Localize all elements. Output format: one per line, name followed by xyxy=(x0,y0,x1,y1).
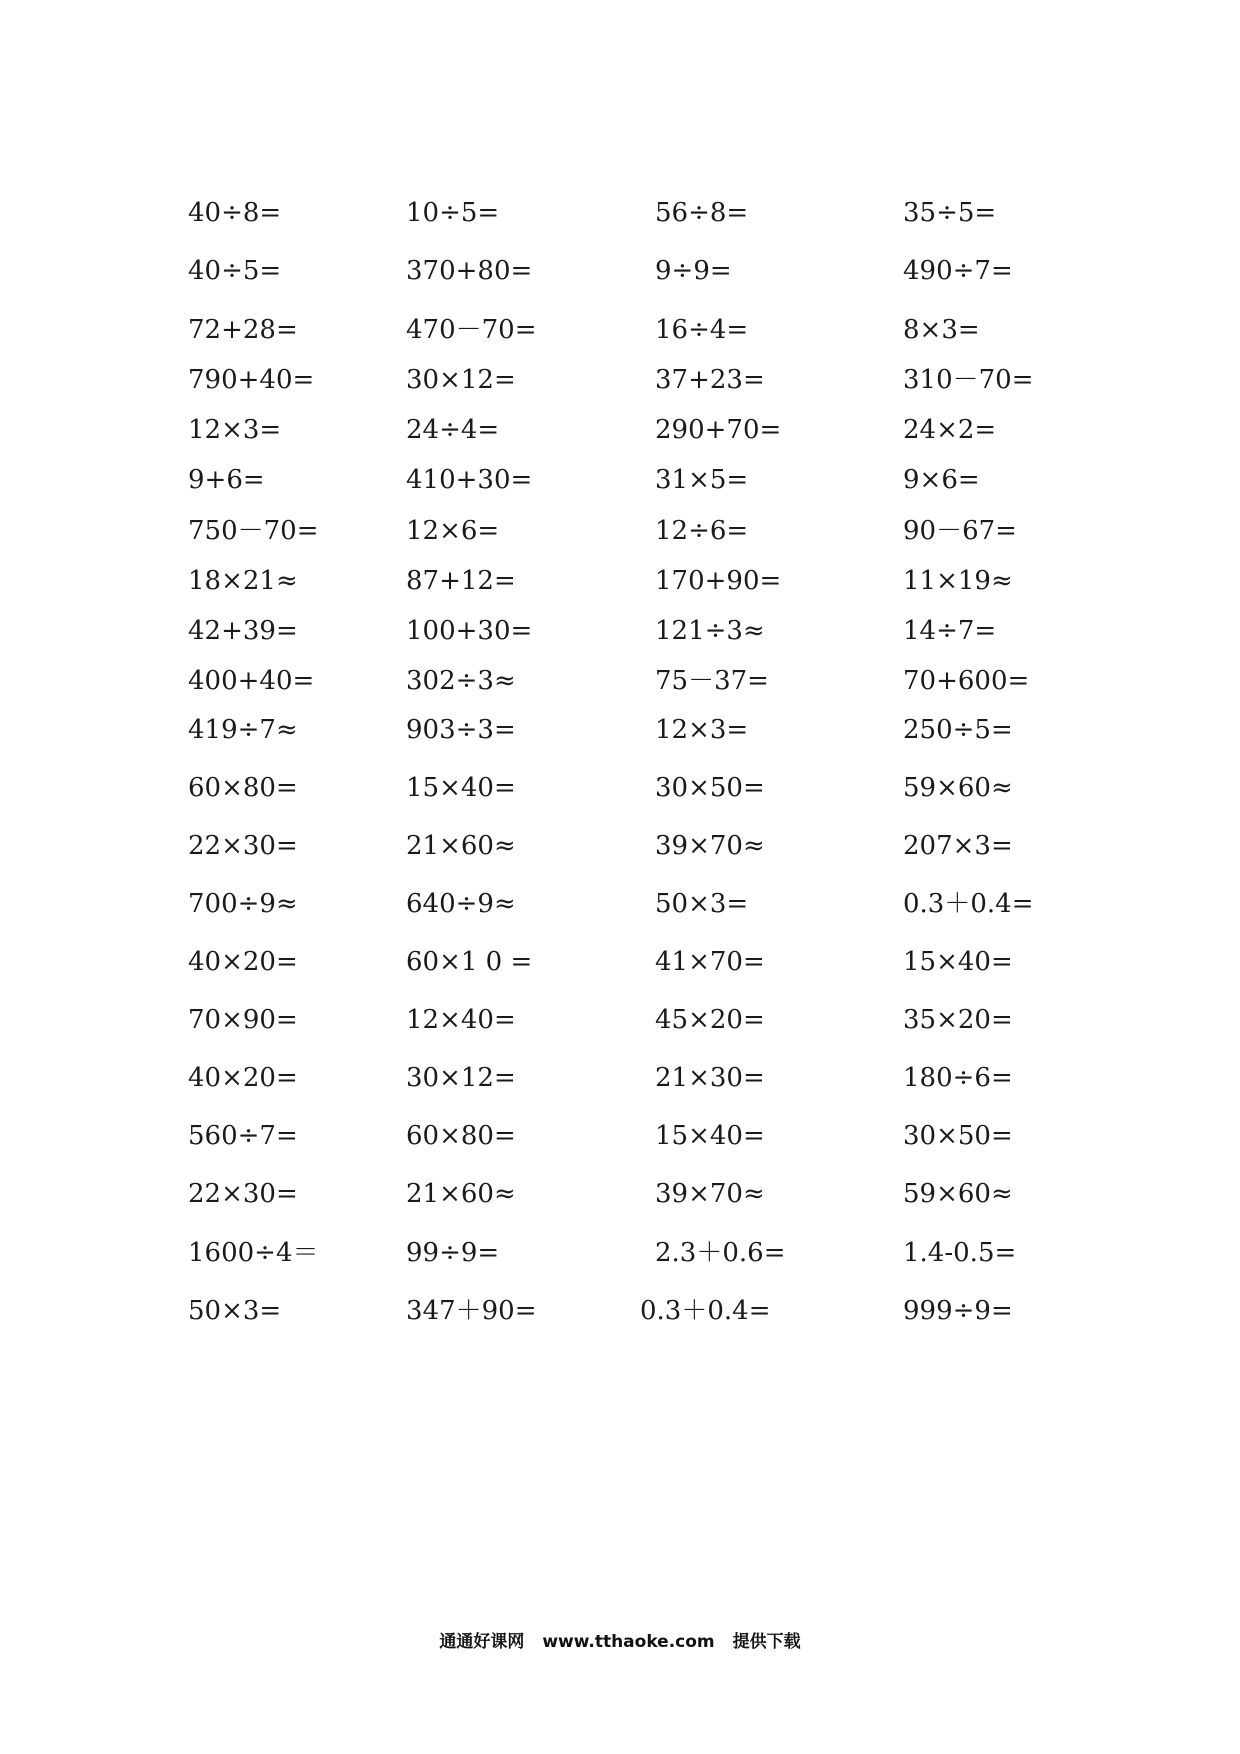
problem-cell: 22×30= xyxy=(188,831,298,861)
problem-cell: 39×70≈ xyxy=(655,1179,765,1209)
problem-row xyxy=(0,1000,1240,1040)
problem-cell: 21×60≈ xyxy=(406,831,516,861)
problem-row xyxy=(0,1058,1240,1098)
problem-row xyxy=(0,768,1240,808)
problem-cell: 8×3= xyxy=(903,315,980,345)
problem-row xyxy=(0,193,1240,233)
problem-cell: 1.4-0.5= xyxy=(903,1238,1017,1268)
problem-row xyxy=(0,942,1240,982)
problem-row xyxy=(0,1174,1240,1214)
problem-cell: 40÷8= xyxy=(188,198,282,228)
problem-cell: 9×6= xyxy=(903,465,980,495)
problem-cell: 419÷7≈ xyxy=(188,715,298,745)
problem-cell: 207×3= xyxy=(903,831,1013,861)
problem-cell: 60×80= xyxy=(188,773,298,803)
problem-cell: 12×3= xyxy=(655,715,749,745)
problem-cell: 490÷7= xyxy=(903,256,1013,286)
problem-cell: 21×60≈ xyxy=(406,1179,516,1209)
problem-cell: 700÷9≈ xyxy=(188,889,298,919)
problem-row xyxy=(0,511,1240,551)
problem-cell: 0.3＋0.4= xyxy=(903,889,1034,919)
problem-cell: 790+40= xyxy=(188,365,315,395)
problem-cell: 100+30= xyxy=(406,616,533,646)
problem-cell: 470－70= xyxy=(406,315,537,345)
problem-cell: 400+40= xyxy=(188,666,315,696)
problem-cell: 40×20= xyxy=(188,947,298,977)
problem-cell: 18×21≈ xyxy=(188,566,298,596)
problem-cell: 250÷5= xyxy=(903,715,1013,745)
problem-cell: 560÷7= xyxy=(188,1121,298,1151)
problem-cell: 56÷8= xyxy=(655,198,749,228)
problem-cell: 180÷6= xyxy=(903,1063,1013,1093)
problem-row xyxy=(0,251,1240,291)
problem-row xyxy=(0,710,1240,750)
problem-cell: 290+70= xyxy=(655,415,782,445)
problem-cell: 37+23= xyxy=(655,365,765,395)
problem-cell: 0.3＋0.4= xyxy=(640,1296,771,1326)
problem-cell: 14÷7= xyxy=(903,616,997,646)
problem-row xyxy=(0,410,1240,450)
problem-row xyxy=(0,1291,1240,1331)
problem-cell: 59×60≈ xyxy=(903,1179,1013,1209)
problem-cell: 59×60≈ xyxy=(903,773,1013,803)
problem-cell: 12×40= xyxy=(406,1005,516,1035)
problem-cell: 41×70= xyxy=(655,947,765,977)
problem-cell: 45×20= xyxy=(655,1005,765,1035)
problem-row xyxy=(0,1233,1240,1273)
problem-row xyxy=(0,460,1240,500)
footer-suffix: 提供下载 xyxy=(732,1632,801,1652)
problem-row xyxy=(0,1116,1240,1156)
problem-cell: 310－70= xyxy=(903,365,1034,395)
problem-cell: 16÷4= xyxy=(655,315,749,345)
problem-cell: 35×20= xyxy=(903,1005,1013,1035)
problem-cell: 640÷9≈ xyxy=(406,889,516,919)
problem-cell: 121÷3≈ xyxy=(655,616,765,646)
problem-cell: 21×30= xyxy=(655,1063,765,1093)
problem-cell: 72+28= xyxy=(188,315,298,345)
problem-row xyxy=(0,661,1240,701)
problem-row xyxy=(0,826,1240,866)
problem-cell: 60×80= xyxy=(406,1121,516,1151)
problem-cell: 11×19≈ xyxy=(903,566,1013,596)
problem-cell: 9÷9= xyxy=(655,256,732,286)
problem-cell: 87+12= xyxy=(406,566,516,596)
problem-cell: 302÷3≈ xyxy=(406,666,516,696)
problem-cell: 60×1 0 = xyxy=(406,947,533,977)
problem-cell: 30×50= xyxy=(655,773,765,803)
footer-url: www.tthaoke.com xyxy=(542,1632,715,1652)
footer-site-name: 通通好课网 xyxy=(439,1632,525,1652)
problem-cell: 12×6= xyxy=(406,516,500,546)
problem-cell: 75－37= xyxy=(655,666,769,696)
problem-cell: 30×12= xyxy=(406,365,516,395)
problem-cell: 50×3= xyxy=(188,1296,282,1326)
problem-row xyxy=(0,884,1240,924)
problem-cell: 90－67= xyxy=(903,516,1017,546)
problem-cell: 9+6= xyxy=(188,465,265,495)
problem-row xyxy=(0,360,1240,400)
problem-cell: 30×50= xyxy=(903,1121,1013,1151)
problem-cell: 99÷9= xyxy=(406,1238,500,1268)
problem-cell: 31×5= xyxy=(655,465,749,495)
problem-cell: 39×70≈ xyxy=(655,831,765,861)
problem-cell: 50×3= xyxy=(655,889,749,919)
problem-cell: 410+30= xyxy=(406,465,533,495)
problem-cell: 15×40= xyxy=(406,773,516,803)
problem-row xyxy=(0,561,1240,601)
problem-cell: 2.3＋0.6= xyxy=(655,1238,786,1268)
problem-cell: 370+80= xyxy=(406,256,533,286)
footer xyxy=(0,1630,1240,1654)
problem-cell: 15×40= xyxy=(655,1121,765,1151)
problem-cell: 999÷9= xyxy=(903,1296,1013,1326)
problem-cell: 170+90= xyxy=(655,566,782,596)
problem-cell: 15×40= xyxy=(903,947,1013,977)
problem-cell: 12×3= xyxy=(188,415,282,445)
problem-cell: 35÷5= xyxy=(903,198,997,228)
problem-cell: 347＋90= xyxy=(406,1296,537,1326)
problem-cell: 1600÷4＝ xyxy=(188,1238,319,1268)
problem-cell: 10÷5= xyxy=(406,198,500,228)
problem-cell: 903÷3= xyxy=(406,715,516,745)
problem-cell: 750－70= xyxy=(188,516,319,546)
problem-row xyxy=(0,310,1240,350)
problem-row xyxy=(0,611,1240,651)
problem-cell: 30×12= xyxy=(406,1063,516,1093)
problem-cell: 42+39= xyxy=(188,616,298,646)
problem-cell: 22×30= xyxy=(188,1179,298,1209)
problem-cell: 40÷5= xyxy=(188,256,282,286)
problem-cell: 40×20= xyxy=(188,1063,298,1093)
problem-cell: 24×2= xyxy=(903,415,997,445)
problem-cell: 70×90= xyxy=(188,1005,298,1035)
problem-cell: 24÷4= xyxy=(406,415,500,445)
problem-cell: 12÷6= xyxy=(655,516,749,546)
problem-cell: 70+600= xyxy=(903,666,1030,696)
